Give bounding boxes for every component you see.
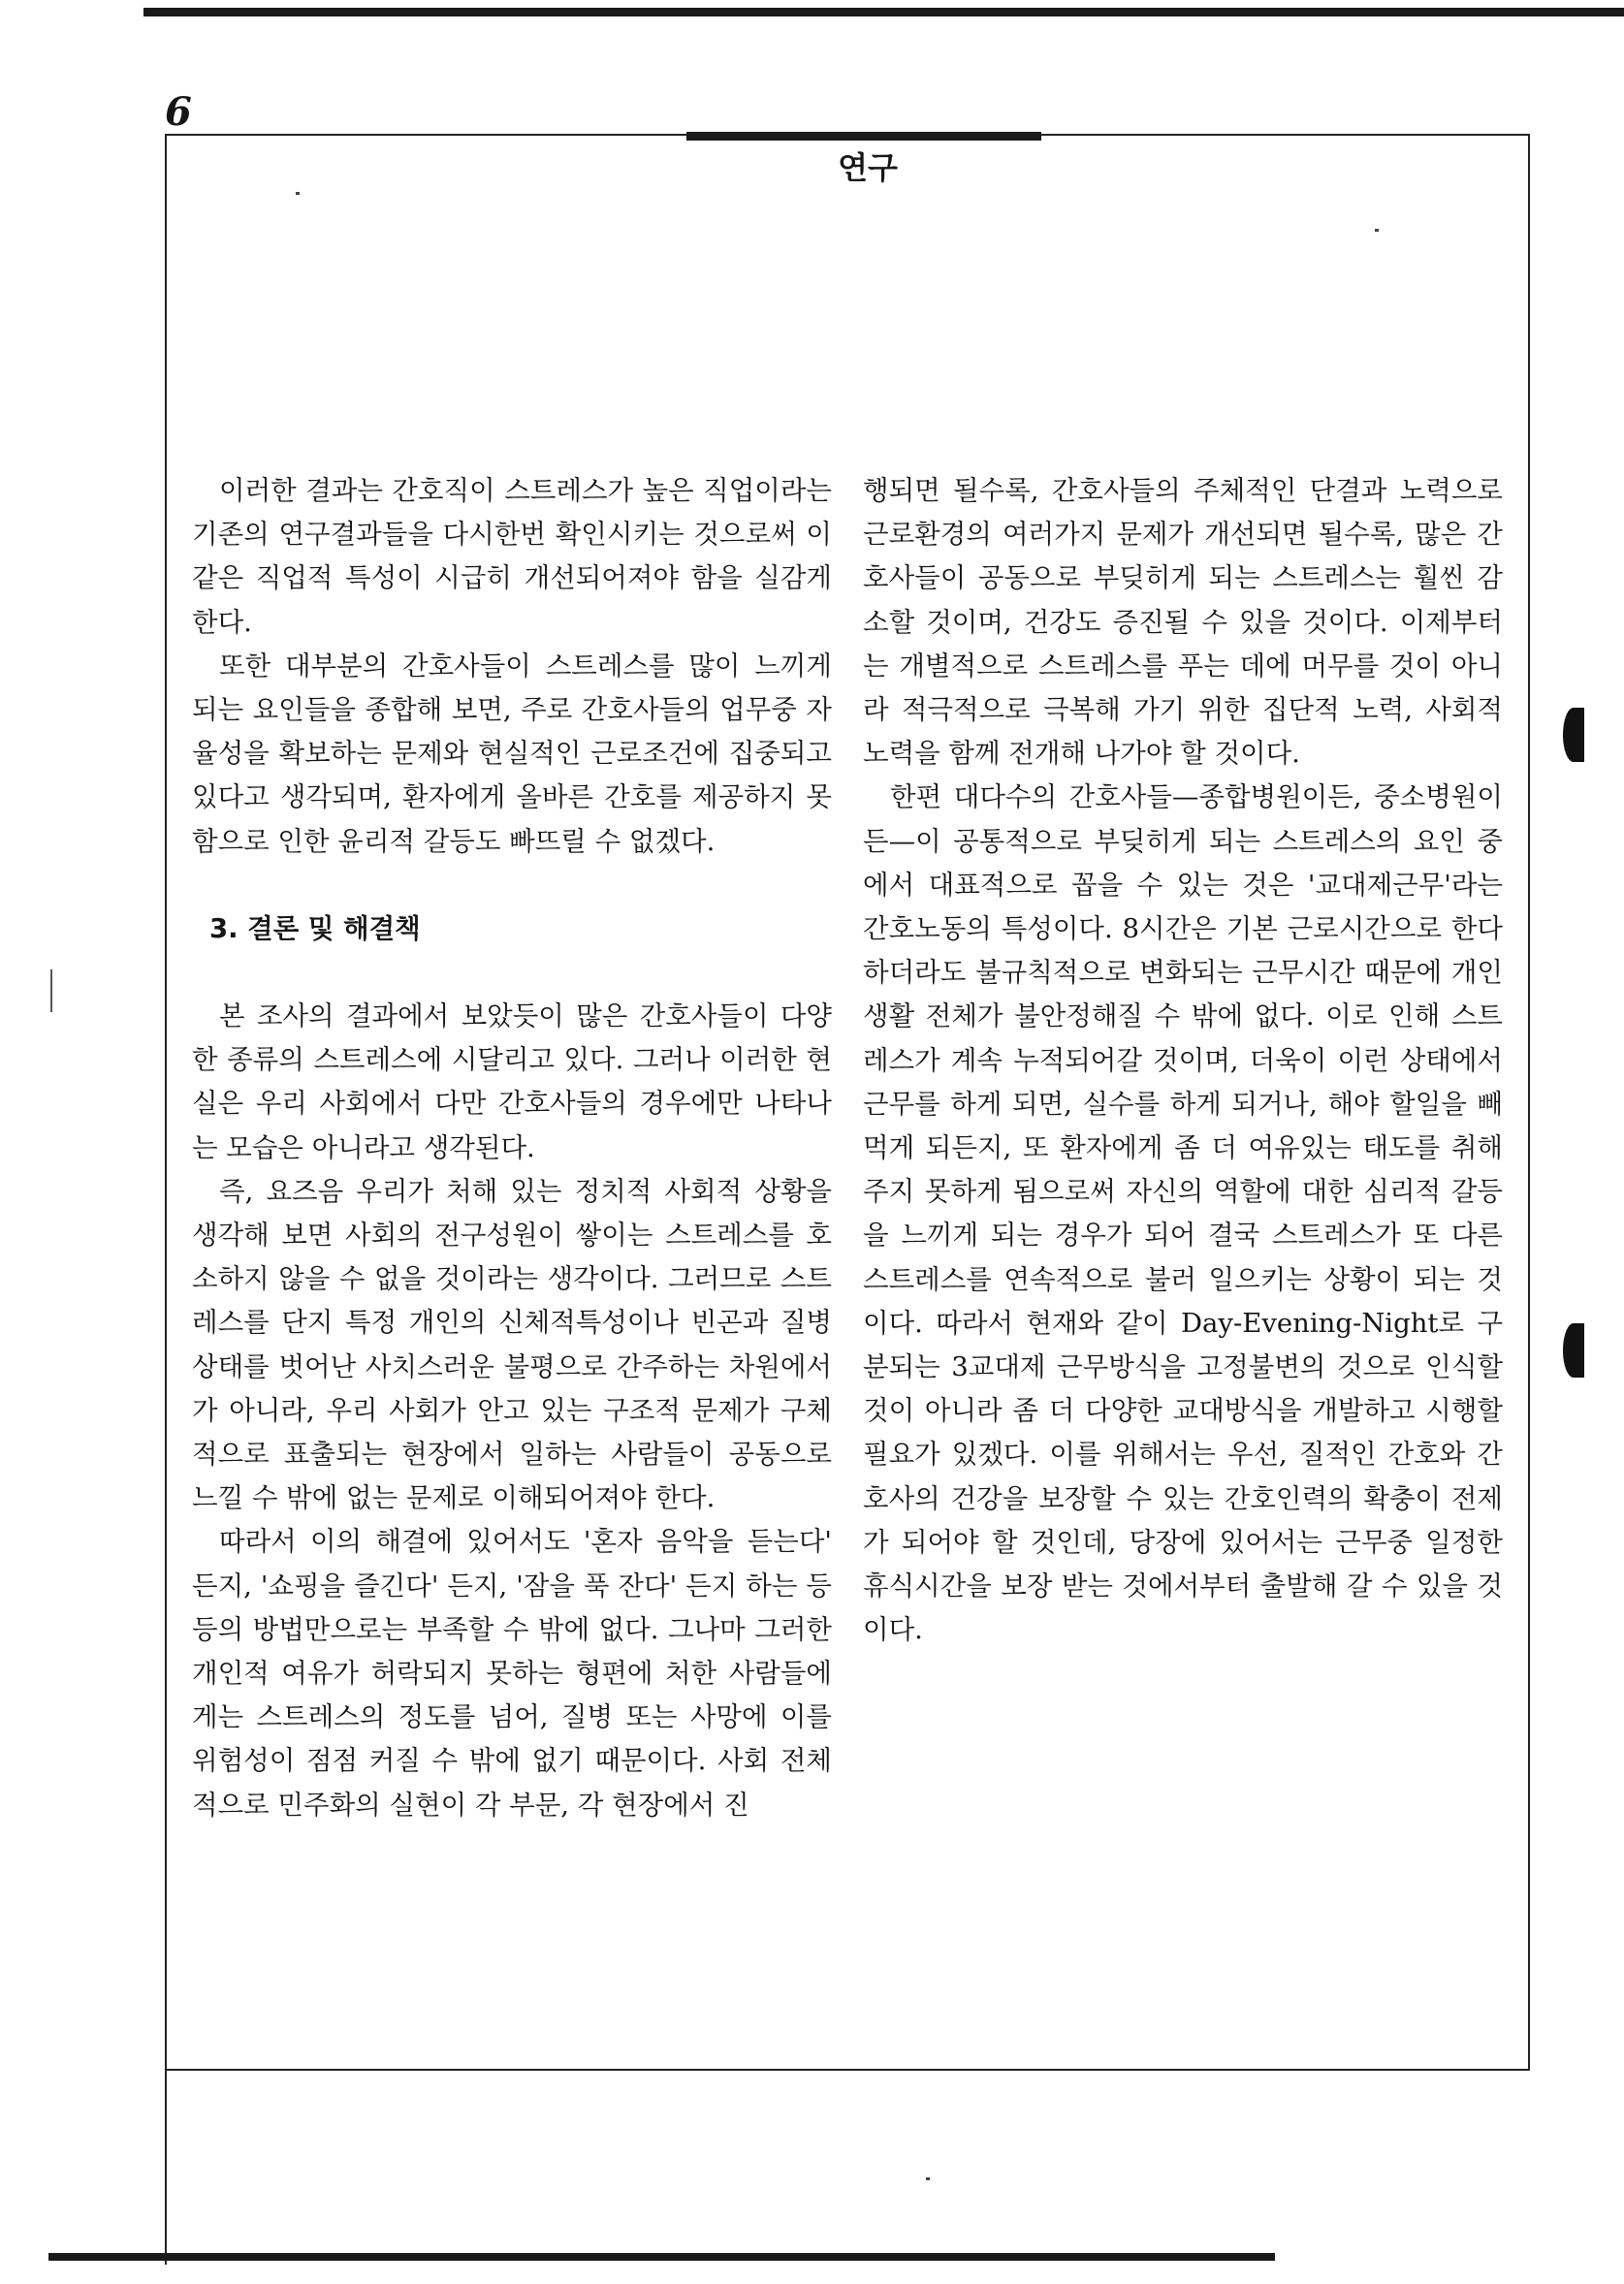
left-column: [192, 469, 832, 1827]
paragraph: 본 조사의 결과에서 보았듯이 많은 간호사들이 다양한 종류의 스트레스에 시달리고 있다. 그러나 이러한 현실은 우리 사회에서 다만 간호사들의 경우에만 나타나는 모습은 아니라고 생각된다.: [192, 1000, 832, 1163]
paragraph: 행되면 될수록, 간호사들의 주체적인 단결과 노력으로 근로환경의 여러가지 문제가 개선되면 될수록, 많은 간호사들이 공동으로 부딪히게 되는 스트레스는 훨씬 감소할 것이며, 건강도 증진될 수 있을 것이다. 이제부터는 개별적으로 스트레스를 푸는 데에 머무를 것이 아니라 적극적으로 극복해 가기 위한 집단적 노력, 사회적 노력을 함께 전개해 나가야 할 것이다.: [863, 475, 1503, 770]
frame-bottom-edge: [165, 2069, 1530, 2071]
paragraph: 즉, 요즈음 우리가 처해 있는 정치적 사회적 상황을 생각해 보면 사회의 전구성원이 쌓이는 스트레스를 호소하지 않을 수 없을 것이라는 생각이다. 그러므로 스트레스를 단지 특정 개인의 신체적특성이나 빈곤과 질병상태를 벗어난 사치스러운 불평으로 간주하는 차원에서가 아니라, 우리 사회가 안고 있는 구조적 문제가 구체적으로 표출되는 현장에서 일하는 사람들이 공동으로 느낄 수 밖에 없는 문제로 이해되어져야 한다.: [192, 1175, 832, 1514]
top-rule: [143, 8, 1624, 16]
scan-speck: [296, 192, 300, 195]
scan-speck: [1375, 229, 1379, 232]
margin-tick: [50, 969, 52, 1012]
section-heading: 3. 결론 및 해결책: [209, 912, 421, 944]
frame-right-edge: [1528, 1092, 1530, 2069]
frame-left-edge: [165, 1092, 167, 2265]
section-title: 연구: [838, 149, 898, 186]
paragraph: 또한 대부분의 간호사들이 스트레스를 많이 느끼게 되는 요인들을 종합해 보면, 주로 간호사들의 업무중 자율성을 확보하는 문제와 현실적인 근로조건에 집중되고 있다고 생각되며, 환자에게 올바른 간호를 제공하지 못함으로 인한 윤리적 갈등도 빠뜨릴 수 없겠다.: [192, 650, 832, 857]
binding-mark: [1563, 708, 1584, 762]
right-column: [863, 469, 1503, 1652]
section-title-bar: [686, 132, 1041, 141]
bottom-rule: [48, 2253, 1275, 2261]
scan-speck: [926, 2177, 930, 2180]
paragraph: 한편 대다수의 간호사들—종합병원이든, 중소병원이든—이 공통적으로 부딪히게 되는 스트레스의 요인 중에서 대표적으로 꼽을 수 있는 것은 '교대제근무'라는 간호노동의 특성이다. 8시간은 기본 근로시간으로 한다하더라도 불규칙적으로 변화되는 근무시간 때문에 개인생활 전체가 불안정해질 수 밖에 없다. 이로 인해 스트레스가 계속 누적되어갈 것이며, 더욱이 이런 상태에서 근무를 하게 되면, 실수를 하게 되거나, 해야 할일을 빼 먹게 되든지, 또 환자에게 좀 더 여유있는 태도를 취해주지 못하게 됨으로써 자신의 역할에 대한 심리적 갈등을 느끼게 되는 경우가 되어 결국 스트레스가 또 다른 스트레스를 연속적으로 불러 일으키는 상황이 되는 것이다. 따라서 현재와 같이 Day-Evening-Night로 구분되는 3교대제 근무방식을 고정불변의 것으로 인식할 것이 아니라 좀 더 다양한 교대방식을 개발하고 시행할 필요가 있겠다. 이를 위해서는 우선, 질적인 간호와 간호사의 건강을 보장할 수 있는 간호인력의 확충이 전제가 되어야 할 것인데, 당장에 있어서는 근무중 일정한 휴식시간을 보장 받는 것에서부터 출발해 갈 수 있을 것이다.: [863, 781, 1503, 1646]
paragraph: 이러한 결과는 간호직이 스트레스가 높은 직업이라는 기존의 연구결과들을 다시한번 확인시키는 것으로써 이같은 직업적 특성이 시급히 개선되어져야 함을 실감게 한다.: [192, 475, 832, 638]
page-number: 6: [165, 89, 192, 135]
paragraph: 따라서 이의 해결에 있어서도 '혼자 음악을 듣는다' 든지, '쇼핑을 즐긴다' 든지, '잠을 푹 잔다' 든지 하는 등등의 방법만으로는 부족할 수 밖에 없다. 그나마 그러한 개인적 여유가 허락되지 못하는 형편에 처한 사람들에게는 스트레스의 정도를 넘어, 질병 또는 사망에 이를 위험성이 점점 커질 수 밖에 없기 때문이다. 사회 전체적으로 민주화의 실현이 각 부문, 각 현장에서 진: [192, 1526, 832, 1821]
binding-mark: [1563, 1323, 1584, 1378]
